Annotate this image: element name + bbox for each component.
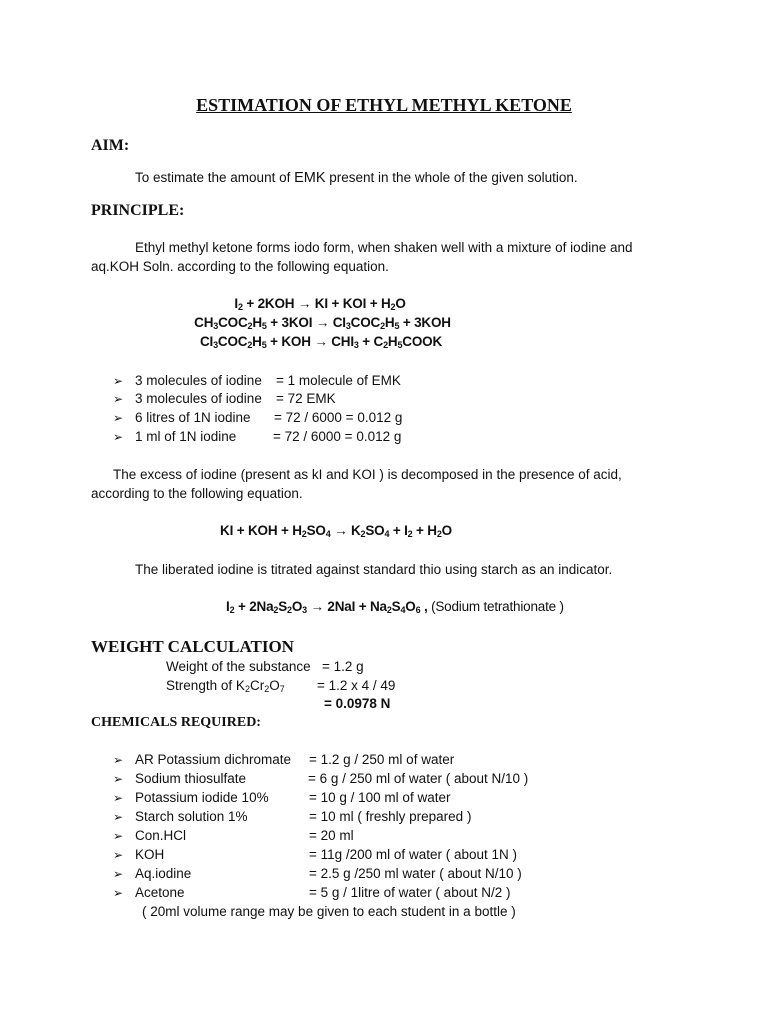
list-item [113,885,713,903]
list-item [113,429,713,447]
bullet-label: 3 molecules of iodine [135,391,262,406]
arrow-bullet-icon: ➢ [113,829,124,843]
strength-result: = 0.0978 N [324,696,391,711]
equation-2: $CH_3COC_2H_5 + 3KOI \to CI_3COC_2H_5 + 3KOH$ [194,315,451,331]
arrow-bullet-icon: ➢ [113,374,124,388]
equation-thio: $I_2 + 2Na_2S_2O_3 \to 2NaI + Na_2S_4O_6$ , (Sodium tetrathionate ) [226,599,564,615]
arrow-bullet-icon: ➢ [113,848,124,862]
arrow-bullet-icon: ➢ [113,791,124,805]
arrow-bullet-icon: ➢ [113,886,124,900]
chemical-value: = 10 g / 100 ml of water [309,790,451,805]
arrow-bullet-icon: ➢ [113,772,124,786]
chemical-value: = 1.2 g / 250 ml of water [309,752,455,767]
arrow-bullet-icon: ➢ [113,392,124,406]
strength-value: = 1.2 x 4 / 49 [317,678,396,693]
list-item [113,373,713,391]
arrow-bullet-icon: ➢ [113,411,124,425]
arrow-bullet-icon: ➢ [113,753,124,767]
chemical-name: AR Potassium dichromate [135,752,292,767]
chemical-value: = 11g /200 ml of water ( about 1N ) [309,847,517,862]
weight-calculation-heading: WEIGHT CALCULATION [91,637,294,656]
arrow-bullet-icon: ➢ [113,430,124,444]
aim-text-before: To estimate the amount of [135,170,295,185]
aim-text [135,170,578,186]
list-item [113,771,713,789]
bullet-label: 3 molecules of iodine [135,373,262,388]
titration-text: The liberated iodine is titrated against standard thio using starch as an indicator. [135,562,613,577]
chemical-name: Con.HCl [135,828,187,843]
list-item [113,809,713,827]
chemical-name: Acetone [135,885,185,900]
chemical-name: Sodium thiosulfate [135,771,247,786]
principle-heading: PRINCIPLE: [91,202,185,219]
list-item [113,790,713,808]
list-item [113,752,713,770]
chemical-name: Starch solution 1% [135,809,248,824]
principle-para-line1: Ethyl methyl ketone forms iodo form, when shaken well with a mixture of iodine and [135,240,633,255]
excess-line1: The excess of iodine (present as kI and KOI ) is decomposed in the presence of acid, [113,467,622,482]
arrow-bullet-icon: ➢ [113,867,124,881]
weight-value: = 1.2 g [322,659,364,674]
excess-line2: according to the following equation. [91,486,303,501]
equation-acid: KI + KOH + $H_2SO_4 \to K_2SO_4 + I_2 + H_2O$ [220,523,452,539]
chemical-value: = 5 g / 1litre of water ( about N/2 ) [309,885,511,900]
chemical-value: = 20 ml [309,828,354,843]
equation-1: $I_2 + 2KOH$ → KI + KOI + $H_2O$ [234,296,406,312]
bullet-label: 6 litres of 1N iodine [135,410,251,425]
list-item [113,410,713,428]
chemical-name: Aq.iodine [135,866,192,881]
chemical-name: Potassium iodide 10% [135,790,269,805]
weight-label: Weight of the substance [166,659,311,674]
chemicals-note: ( 20ml volume range may be given to each student in a bottle ) [142,904,516,919]
bullet-value: = 72 / 6000 = 0.012 g [273,429,402,444]
chemical-value: = 10 ml ( freshly prepared ) [309,809,472,824]
bullet-label: 1 ml of 1N iodine [135,429,237,444]
chemicals-heading: CHEMICALS REQUIRED: [91,715,261,730]
aim-text-after: present in the whole of the given solution. [325,170,578,185]
chemical-value: = 6 g / 250 ml of water ( about N/10 ) [308,771,529,786]
list-item [113,866,713,884]
bullet-value: = 72 / 6000 = 0.012 g [274,410,403,425]
page-title: ESTIMATION OF ETHYL METHYL KETONE [196,95,572,115]
arrow-bullet-icon: ➢ [113,810,124,824]
bullet-value: = 1 molecule of EMK [276,373,401,388]
list-item [113,828,713,846]
list-item [113,391,713,409]
aim-emk: EMK [294,170,326,186]
principle-para-line2: aq.KOH Soln. according to the following equation. [91,259,389,274]
chemical-value: = 2.5 g /250 ml water ( about N/10 ) [309,866,522,881]
equation-3: $CI_3COC_2H_5$ + KOH → $CHI_3$ + $C_2H_5COOK$ [199,334,443,350]
list-item [113,847,713,865]
strength-label: Strength of $K_2Cr_2O_7$ [166,678,285,694]
chemical-name: KOH [135,847,165,862]
aim-heading: AIM: [91,137,130,154]
bullet-value: = 72 EMK [276,391,336,406]
